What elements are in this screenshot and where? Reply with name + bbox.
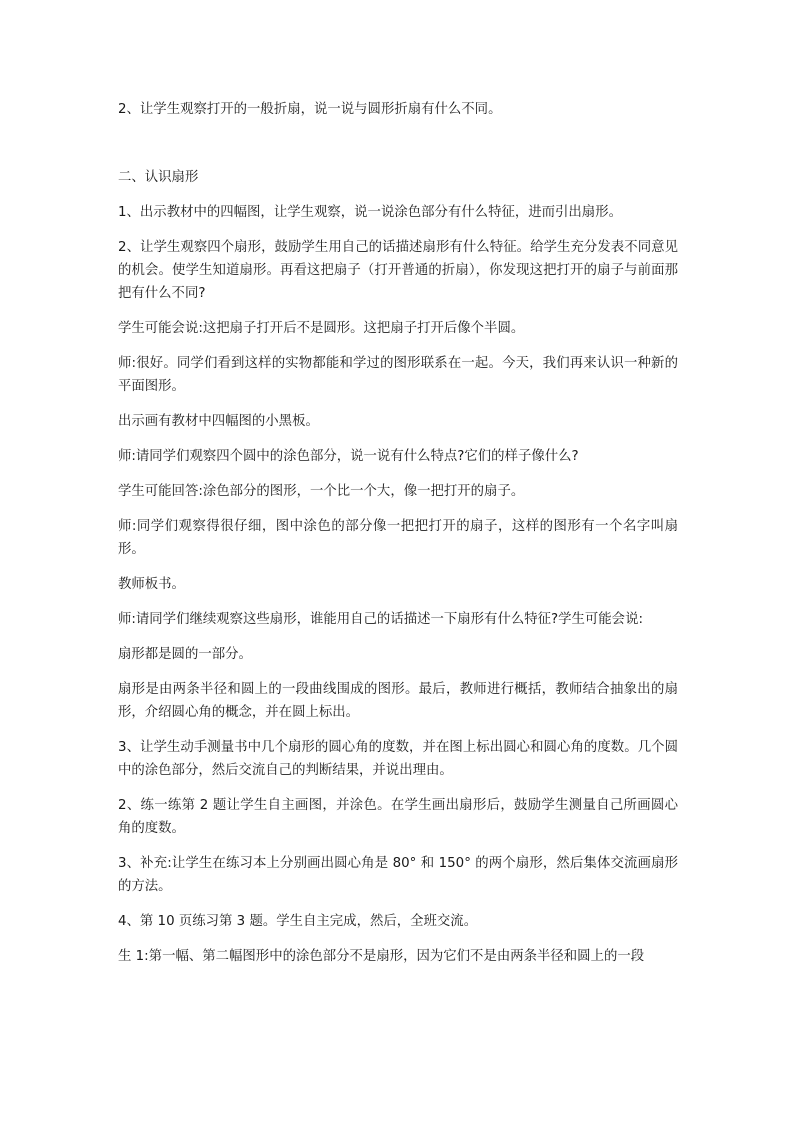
paragraph: 3、补充:让学生在练习本上分别画出圆心角是 80° 和 150° 的两个扇形，然后集体交流画扇形的方法。: [118, 856, 678, 894]
paragraph: 师:很好。同学们看到这样的实物都能和学过的图形联系在一起。今天，我们再来认识一种新的平面图形。: [118, 356, 678, 394]
paragraph: 教师板书。: [118, 577, 185, 592]
paragraph: 师:请同学们继续观察这些扇形，谁能用自己的话描述一下扇形有什么特征?学生可能会说:: [118, 612, 643, 627]
paragraph: 3、让学生动手测量书中几个扇形的圆心角的度数，并在图上标出圆心和圆心角的度数。几个圆中的涂色部分，然后交流自己的判断结果，并说出理由。: [118, 740, 678, 778]
paragraph: 扇形都是圆的一部分。: [118, 647, 252, 662]
paragraph: 2、让学生观察四个扇形，鼓励学生用自己的话描述扇形有什么特征。给学生充分发表不同意见的机会。使学生知道扇形。再看这把扇子（打开普通的折扇），你发现这把打开的扇子与前面那把有什么不同?: [118, 240, 678, 301]
paragraph: 1、出示教材中的四幅图，让学生观察，说一说涂色部分有什么特征，进而引出扇形。: [118, 205, 622, 220]
paragraph: 2、练一练第 2 题让学生自主画图，并涂色。在学生画出扇形后，鼓励学生测量自己所画圆心角的度数。: [118, 798, 678, 836]
section-heading-recognize-sector: 二、认识扇形: [118, 170, 199, 185]
paragraph-compare-fans: 2、让学生观察打开的一般折扇，说一说与圆形折扇有什么不同。: [118, 102, 502, 117]
document-body: [118, 98, 678, 980]
paragraph: 师:请同学们观察四个圆中的涂色部分，说一说有什么特点?它们的样子像什么?: [118, 449, 579, 464]
paragraph: 生 1:第一幅、第二幅图形中的涂色部分不是扇形，因为它们不是由两条半径和圆上的一段: [118, 949, 645, 964]
paragraph: 出示画有教材中四幅图的小黑板。: [118, 414, 319, 429]
paragraph: 学生可能回答:涂色部分的图形，一个比一个大，像一把打开的扇子。: [118, 484, 525, 499]
paragraph: 4、第 10 页练习第 3 题。学生自主完成，然后，全班交流。: [118, 914, 478, 929]
paragraph: 学生可能会说:这把扇子打开后不是圆形。这把扇子打开后像个半圆。: [118, 321, 525, 336]
paragraph: 扇形是由两条半径和圆上的一段曲线围成的图形。最后，教师进行概括，教师结合抽象出的扇形，介绍圆心角的概念，并在圆上标出。: [118, 682, 678, 720]
paragraph: 师:同学们观察得很仔细，图中涂色的部分像一把把打开的扇子，这样的图形有一个名字叫扇形。: [118, 519, 678, 557]
